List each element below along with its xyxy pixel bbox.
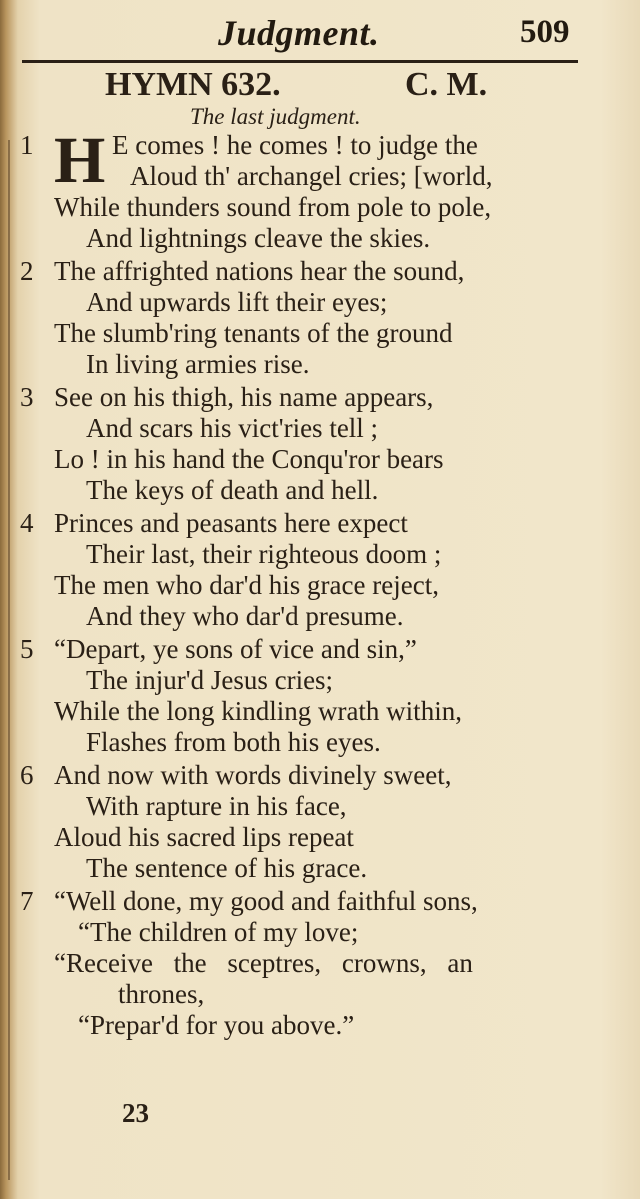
stanza-7 (0, 886, 640, 1040)
stanza-6 (0, 760, 640, 886)
page-number: 509 (520, 14, 570, 50)
verse-line: The injur'd Jesus cries; (86, 665, 334, 695)
section-title: Judgment. (218, 13, 380, 53)
verse-line: E comes ! he comes ! to judge the (112, 130, 478, 160)
verse-line: The men who dar'd his grace reject, (54, 570, 439, 600)
verse-line: The slumb'ring tenants of the ground (54, 318, 453, 348)
verse-line: The sentence of his grace. (86, 853, 368, 883)
header-rule (22, 60, 578, 63)
stanza-2 (0, 256, 640, 382)
stanza-number: 5 (20, 634, 34, 664)
stanza-number: 7 (20, 886, 34, 916)
hymn-meter: C. M. (405, 66, 488, 103)
verse-line: Princes and peasants here expect (54, 508, 408, 538)
verse-line: “The children of my love; (78, 917, 359, 947)
stanza-5 (0, 634, 640, 760)
verse-line: “Receive the sceptres, crowns, an (54, 948, 473, 978)
verse-line: “Prepar'd for you above.” (78, 1010, 355, 1040)
verse-line: Aloud his sacred lips repeat (54, 822, 354, 852)
stanza-number: 4 (20, 508, 34, 538)
stanza-number: 2 (20, 256, 34, 286)
stanza-4 (0, 508, 640, 634)
verse-line: Aloud th' archangel cries; [world, (130, 161, 493, 191)
verse-line: And lightnings cleave the skies. (86, 223, 431, 253)
verse-line: The affrighted nations hear the sound, (54, 256, 465, 286)
verse-line: Their last, their righteous doom ; (86, 539, 442, 569)
verse-line: And scars his vict'ries tell ; (86, 413, 379, 443)
verse-line: In living armies rise. (86, 349, 310, 379)
verse-line: “Well done, my good and faithful sons, (54, 886, 478, 916)
verse-line: While thunders sound from pole to pole, (54, 192, 492, 222)
verse-line: And they who dar'd presume. (86, 601, 404, 631)
hymn-verses (0, 124, 640, 1040)
stanza-number: 6 (20, 760, 34, 790)
verse-line: thrones, (118, 979, 205, 1009)
hymn-subtitle: The last judgment. (190, 104, 361, 129)
running-head (0, 12, 640, 56)
verse-line: With rapture in his face, (86, 791, 347, 821)
stanza-3 (0, 382, 640, 508)
hymn-heading (0, 66, 640, 106)
verse-line: While the long kindling wrath within, (54, 696, 462, 726)
stanza-number: 1 (20, 130, 34, 160)
verse-line: Lo ! in his hand the Conqu'ror bears (54, 444, 444, 474)
signature-mark: 23 (122, 1098, 149, 1128)
verse-line: “Depart, ye sons of vice and sin,” (54, 634, 417, 664)
verse-line: And now with words divinely sweet, (54, 760, 452, 790)
drop-cap: H (54, 124, 106, 197)
verse-line: And upwards lift their eyes; (86, 287, 388, 317)
stanza-1 (0, 124, 640, 256)
verse-line: The keys of death and hell. (86, 475, 379, 505)
hymn-number: HYMN 632. (105, 66, 281, 103)
verse-line: Flashes from both his eyes. (86, 727, 381, 757)
stanza-number: 3 (20, 382, 34, 412)
verse-line: See on his thigh, his name appears, (54, 382, 434, 412)
